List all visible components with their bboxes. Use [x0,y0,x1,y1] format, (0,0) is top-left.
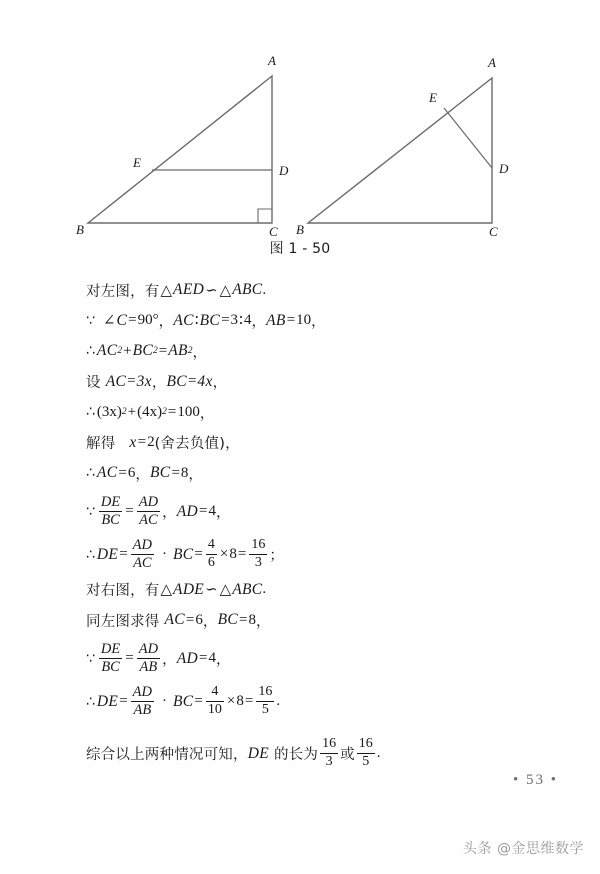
triangle-symbol: △ [160,282,173,299]
similar-symbol: ∽ [205,282,218,299]
line4-term-2: BC [166,372,187,390]
line2-angle-vertex: C [116,311,128,329]
line1-period: . [262,281,267,298]
line14-frac1-den: 3 [325,754,333,769]
figure-group [0,18,600,239]
line1-triangle-1: AED [173,281,205,298]
figure-right [296,55,509,239]
line2-comma-2: ， [251,314,267,330]
line13-bc: BC [173,692,194,710]
solution-body [86,278,516,777]
line2-comma-3: ， [311,314,326,330]
line8-eq-2: = [199,503,208,519]
line11-term-1: AC [164,611,185,628]
label-a-right: A [488,55,496,70]
line13-frac2-den: 10 [207,702,222,717]
solution-line-10 [86,578,516,602]
line4-term-1: AC [105,372,127,390]
label-c-left: C [269,224,278,239]
fraction-4-6 [206,538,217,570]
therefore-symbol-3: ∴ [86,465,95,481]
line2-eq-2: = [221,312,230,328]
line2-ratio-right: BC [199,311,221,329]
line9-eq-3: = [237,546,247,562]
line3-sup-2: 2 [152,346,158,356]
line9-bc: BC [173,545,194,563]
line8-frac1-den: BC [101,512,120,528]
solution-line-7 [86,461,516,485]
line6-variable: x [129,433,137,451]
line9-semicolon: ； [269,548,285,564]
line8-eq: = [125,503,134,519]
line4-value-2: 4x [197,372,213,390]
line13-dot: · [162,693,167,709]
line3-comma: ， [192,344,208,361]
line9-frac3-den: 3 [254,555,262,570]
label-e-right: E [429,90,437,105]
line11-prefix: 同左图求得 [86,613,160,630]
line12-comma-2: ， [216,652,231,668]
line8-frac1-num: DE [100,493,121,510]
line14-frac2-num: 16 [358,736,373,752]
line5-eq: = [167,403,177,420]
triangle-symbol-4: △ [219,582,232,598]
figure-left [76,53,289,239]
line5-expr-1: (3x) [96,403,122,420]
line5-comma: ， [199,405,215,422]
line3-term-2: BC [132,342,153,359]
line4-comma-1: ， [151,375,167,391]
label-b-left: B [76,222,84,237]
line11-eq-2: = [239,611,248,628]
line3-term-1: AC [96,342,118,359]
line13-frac3-num: 16 [258,684,273,700]
line9-times: × [219,546,229,562]
line7-eq-2: = [171,464,180,481]
right-angle-mark-c [258,209,272,223]
similar-symbol-2: ∽ [205,582,218,598]
line7-comma-1: ， [135,466,151,483]
figure-caption [0,238,600,258]
because-symbol-3: ∵ [86,650,95,667]
line9-eq-1: = [119,546,128,562]
line13-times: × [226,693,236,709]
solution-line-1 [86,278,516,302]
therefore-symbol-2: ∴ [86,404,95,420]
fraction-ad-ab [137,642,160,675]
line9-frac3-num: 16 [251,537,266,553]
line12-term: AD [176,649,199,667]
line9-eq-2: = [194,546,203,562]
fraction-ad-ab-2 [131,685,154,718]
line8-comma-1: ， [162,505,177,521]
line6-comma: ， [225,436,240,452]
line12-value: 4 [208,650,217,666]
line14-frac2-den: 5 [362,754,370,769]
line2-eq-1: = [128,312,137,328]
because-symbol-2: ∵ [86,503,95,520]
line12-comma-1: ， [162,652,177,668]
line7-term-1: AC [96,464,118,481]
solution-line-3 [86,339,516,363]
line12-frac1-num: DE [100,640,121,657]
figure-caption-text: 图 1 - 50 [269,241,331,257]
line6-note: (舍去负值) [154,436,226,452]
line4-prefix: 设 [86,375,101,391]
line12-eq-2: = [199,650,208,666]
line14-de: DE [247,744,269,762]
line2-angle-value: 90° [137,312,159,328]
label-e-left: E [133,155,141,170]
line13-period: . [276,693,281,709]
line6-prefix: 解得 [86,436,116,452]
line9-de: DE [96,545,119,563]
line10-lead: 对右图，有 [86,583,160,599]
line13-eq-1: = [119,693,128,709]
line11-comma-1: ， [202,613,218,630]
line13-frac2-num: 4 [211,684,219,700]
line4-eq-2: = [187,373,197,389]
line13-mult: 8 [236,693,244,709]
line6-eq: = [137,434,147,450]
watermark: 头条 @金思维数学 [463,841,584,857]
line5-sup-2: 2 [162,407,167,417]
line14-or: 或 [340,747,355,763]
line9-mult: 8 [229,546,237,562]
line13-frac1-num: AD [132,683,152,700]
line11-eq-1: = [185,611,195,628]
line10-period: . [262,581,267,597]
line2-ratio-val-right: 4 [243,312,252,328]
solution-line-9 [86,535,516,575]
line9-frac1-den: AC [133,555,152,571]
line7-value-1: 6 [127,464,136,481]
line11-value-2: 8 [248,611,256,628]
line7-comma-2: ， [188,466,204,483]
line13-eq-2: = [194,693,203,709]
line3-term-3: AB [168,342,188,359]
line3-eq: = [158,342,168,359]
line9-frac1-num: AD [132,536,152,553]
because-symbol: ∵ [86,312,95,329]
angle-symbol: ∠ [102,313,116,329]
solution-line-8 [86,492,516,532]
line2-ab: AB [266,311,286,329]
solution-line-2 [86,309,516,333]
line5-sup-1: 2 [121,407,127,417]
line14-period: . [376,745,381,761]
line12-frac1-den: BC [101,659,120,675]
line8-frac2-num: AD [138,493,159,510]
solution-line-11 [86,608,516,632]
line9-dot: · [162,546,167,562]
line14-prefix: 综合以上两种情况可知， [86,747,248,763]
fraction-4-10 [206,685,224,717]
line13-frac1-den: AB [133,702,152,718]
line5-value: 100 [177,403,200,420]
label-d-left: D [279,163,289,178]
therefore-symbol-4: ∴ [86,546,95,563]
line12-frac2-den: AB [139,659,158,675]
therefore-symbol: ∴ [86,343,95,359]
line4-eq-1: = [127,373,136,389]
triangle-abc-right [308,78,492,223]
line1-triangle-2: ABC [232,281,263,298]
line5-expr-2: (4x) [137,403,163,420]
line10-triangle-2: ABC [232,580,263,598]
line7-eq-1: = [118,464,127,481]
solution-line-5 [86,400,516,424]
triangle-abc-left [88,76,272,223]
line11-comma-2: ， [255,613,271,630]
line11-term-2: BC [217,611,239,628]
line12-frac2-num: AD [138,640,159,657]
line4-value-1: 3x [136,372,152,390]
line3-plus: + [123,342,132,359]
fraction-16-3-result [320,737,338,769]
line4-comma-2: ， [212,375,228,391]
label-a-left: A [268,53,276,68]
line2-eq-3: = [286,312,296,328]
line2-ratio-left: AC [173,311,194,329]
line7-value-2: 8 [180,464,189,481]
line5-plus: + [127,403,137,420]
line11-value-1: 6 [195,611,203,628]
line2-colon-1: ∶ [194,313,199,329]
fraction-ad-ac [137,495,160,528]
line13-eq-3: = [244,693,254,709]
line8-term: AD [176,502,199,520]
line8-comma-2: ， [216,505,231,521]
line1-lead: 对左图，有 [86,283,160,300]
segment-ed-right [444,108,492,168]
line14-frac1-num: 16 [322,736,337,752]
solution-line-13 [86,682,516,722]
line9-frac2-num: 4 [207,537,215,553]
line2-comma-1: ， [158,314,174,330]
label-d-right: D [499,161,509,176]
triangle-symbol-2: △ [219,282,232,299]
line2-ratio-val-left: 3 [230,312,239,328]
label-c-right: C [489,224,498,239]
line3-sup-1: 2 [117,346,123,356]
solution-line-14-conclusion [86,734,516,774]
label-b-right: B [296,222,304,237]
solution-line-4 [86,370,516,394]
solution-line-6 [86,431,516,455]
line9-frac2-den: 6 [207,555,215,570]
line3-sup-3: 2 [187,346,193,356]
line13-frac3-den: 5 [261,702,269,717]
line14-middle: 的长为 [273,747,319,763]
line2-ab-value: 10 [296,312,312,328]
line13-de: DE [96,692,119,710]
line7-term-2: BC [150,464,171,481]
fraction-16-3 [249,538,267,570]
fraction-de-bc-2 [99,642,122,675]
line10-triangle-1: ADE [173,580,205,598]
line12-eq: = [125,650,134,666]
line8-value: 4 [208,503,217,519]
line8-frac2-den: AC [139,512,158,528]
line6-value: 2 [147,434,155,450]
triangle-symbol-3: △ [160,582,173,598]
fraction-16-5-result [357,737,375,769]
fraction-ad-ac-2 [131,538,154,571]
fraction-16-5 [256,685,274,717]
geometry-figures-svg [0,18,600,239]
solution-line-12 [86,639,516,679]
fraction-de-bc [99,495,122,528]
therefore-symbol-5: ∴ [86,693,95,710]
line2-colon-2: ∶ [239,313,243,329]
page-number: • 53 • [512,772,558,788]
